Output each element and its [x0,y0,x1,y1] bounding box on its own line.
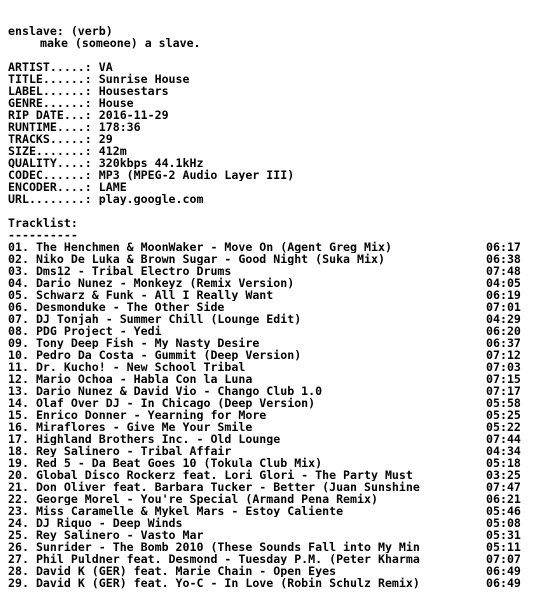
track-duration: 04:34 [486,444,521,458]
track-row [8,469,534,481]
info-value: House [98,97,134,109]
info-block [8,61,534,205]
track-row [8,397,534,409]
track-entry [8,445,478,457]
track-entry [8,277,478,289]
track-number: 24. [8,517,29,529]
track-duration: 05:46 [486,504,521,518]
track-row [8,565,534,577]
info-key: SIZE.......: [8,145,92,157]
info-value: MP3 (MPEG-2 Audio Layer III) [98,169,295,181]
track-duration: 05:25 [486,408,521,422]
track-entry [8,337,478,349]
info-row-title [8,73,534,85]
track-entry [8,529,478,541]
track-duration: 07:17 [486,384,521,398]
info-value: Housestars [98,85,169,97]
track-duration: 03:25 [486,468,521,482]
info-key: RUNTIME....: [8,121,92,133]
track-entry [8,325,478,337]
info-value: Sunrise House [98,73,190,85]
track-title: Schwarz & Funk - All I Really Want [35,289,274,301]
info-value: 178:36 [98,121,141,133]
info-row-genre [8,97,534,109]
track-title: David K (GER) feat. Yo-C - In Love (Robin Schulz Remix) [35,577,420,589]
track-duration: 07:15 [486,372,521,386]
track-entry [8,313,478,325]
track-entry [8,265,478,277]
track-number: 01. [8,241,29,253]
track-title: Rey Salinero - Tribal Affair [35,445,232,457]
track-title: PDG Project - Yedi [35,325,162,337]
info-row-runtime [8,121,534,133]
track-number: 22. [8,493,29,505]
track-number: 13. [8,385,29,397]
track-row [8,553,534,565]
release-info-document [8,25,534,589]
track-duration: 06:19 [486,288,521,302]
track-number: 12. [8,373,29,385]
track-duration: 07:44 [486,432,521,446]
track-duration: 05:18 [486,456,521,470]
track-row [8,373,534,385]
info-key: RIP DATE...: [8,109,92,121]
track-row [8,481,534,493]
track-entry [8,385,478,397]
info-value: 29 [98,133,113,145]
track-duration: 07:03 [486,360,521,374]
track-row [8,265,534,277]
track-number: 02. [8,253,29,265]
track-entry [8,289,478,301]
track-number: 03. [8,265,29,277]
info-row-url [8,193,534,205]
track-row [8,313,534,325]
track-number: 29. [8,577,29,589]
info-value: VA [98,61,113,73]
spacer [8,205,534,217]
track-entry [8,397,478,409]
track-title: Red 5 - Da Beat Goes 10 (Tokula Club Mix) [35,457,323,469]
track-entry [8,505,478,517]
track-title: Enrico Donner - Yearning for More [35,409,267,421]
track-entry [8,553,478,565]
track-duration: 07:07 [486,552,521,566]
track-entry [8,493,478,505]
track-duration: 04:29 [486,312,521,326]
info-key: ARTIST.....: [8,61,92,73]
track-number: 04. [8,277,29,289]
track-row [8,385,534,397]
track-row [8,301,534,313]
info-value: 320kbps 44.1kHz [98,157,204,169]
track-row [8,409,534,421]
track-title: Dr. Kucho! - New School Tribal [35,361,246,373]
info-row-encoder [8,181,534,193]
track-title: Phil Puldner feat. Desmond - Tuesday P.M. (Peter Kharma [35,553,420,565]
track-row [8,505,534,517]
track-duration: 05:08 [486,516,521,530]
track-duration: 06:20 [486,324,521,338]
track-number: 08. [8,325,29,337]
info-key: LABEL......: [8,85,92,97]
track-title: Olaf Over DJ - In Chicago (Deep Version) [35,397,316,409]
track-entry [8,301,478,313]
info-key: QUALITY....: [8,157,92,169]
track-number: 20. [8,469,29,481]
track-number: 18. [8,445,29,457]
track-number: 11. [8,361,29,373]
track-title: Miraflores - Give Me Your Smile [35,421,253,433]
track-title: Tony Deep Fish - My Nasty Desire [35,337,260,349]
track-number: 23. [8,505,29,517]
track-title: Sunrider - The Bomb 2010 (These Sounds Fall into My Min [35,541,420,553]
track-title: Rey Salinero - Vasto Mar [35,529,204,541]
definition-meaning: make (someone) a slave. [40,37,201,49]
track-entry [8,361,478,373]
track-number: 26. [8,541,29,553]
track-number: 14. [8,397,29,409]
track-row [8,253,534,265]
track-row [8,457,534,469]
track-number: 09. [8,337,29,349]
track-entry [8,577,478,589]
track-row [8,541,534,553]
track-number: 15. [8,409,29,421]
track-row [8,577,534,589]
definition-term: enslave: (verb) [8,25,113,37]
info-key: CODEC......: [8,169,92,181]
track-number: 05. [8,289,29,301]
track-row [8,289,534,301]
track-entry [8,253,478,265]
track-title: Miss Caramelle & Mykel Mars - Estoy Caliente [35,505,344,517]
track-duration: 07:12 [486,348,521,362]
track-entry [8,349,478,361]
track-row [8,277,534,289]
track-title: Dario Nunez - Monkeyz (Remix Version) [35,277,295,289]
track-entry [8,517,478,529]
track-number: 06. [8,301,29,313]
track-duration: 06:49 [486,576,521,590]
track-entry [8,421,478,433]
info-key: TRACKS.....: [8,133,92,145]
track-number: 28. [8,565,29,577]
info-row-size [8,145,534,157]
track-row [8,517,534,529]
track-entry [8,457,478,469]
info-row-rip-date [8,109,534,121]
track-entry [8,433,478,445]
track-number: 27. [8,553,29,565]
track-duration: 05:22 [486,420,521,434]
track-title: Pedro Da Costa - Gummit (Deep Version) [35,349,302,361]
info-value: 412m [98,145,127,157]
track-list [8,241,534,589]
track-row [8,349,534,361]
track-title: The Henchmen & MoonWaker - Move On (Agent Greg Mix) [35,241,392,253]
track-entry [8,565,478,577]
track-title: Niko De Luka & Brown Sugar - Good Night (Suka Mix) [35,253,385,265]
track-duration: 05:11 [486,540,521,554]
track-number: 25. [8,529,29,541]
track-title: DJ Riquo - Deep Winds [35,517,183,529]
track-row [8,337,534,349]
track-row [8,433,534,445]
track-entry [8,409,478,421]
track-title: Dms12 - Tribal Electro Drums [35,265,232,277]
track-entry [8,373,478,385]
tracklist-underline: ---------- [8,229,78,241]
info-key: URL........: [8,193,92,205]
track-entry [8,541,478,553]
track-title: George Morel - You're Special (Armand Pena Remix) [35,493,378,505]
info-row-codec [8,169,534,181]
track-duration: 07:47 [486,480,521,494]
track-duration: 07:48 [486,264,521,278]
track-title: Don Oliver feat. Barbara Tucker - Better (Juan Sunshine [35,481,420,493]
track-duration: 06:49 [486,564,521,578]
track-number: 19. [8,457,29,469]
track-row [8,421,534,433]
track-row [8,529,534,541]
track-title: Desmonduke - The Other Side [35,301,225,313]
info-row-artist [8,61,534,73]
track-row [8,361,534,373]
track-title: Dario Nunez & David Vio - Chango Club 1.0 [35,385,323,397]
track-duration: 06:37 [486,336,521,350]
info-value: LAME [98,181,127,193]
track-duration: 07:01 [486,300,521,314]
info-row-quality [8,157,534,169]
track-title: Global Disco Rockerz feat. Lori Glori - The Party Must [35,469,413,481]
info-value: play.google.com [98,193,204,205]
info-row-tracks [8,133,534,145]
track-title: Mario Ochoa - Habla Con la Luna [35,373,253,385]
track-title: DJ Tonjah - Summer Chill (Lounge Edit) [35,313,302,325]
track-duration: 05:58 [486,396,521,410]
track-title: David K (GER) feat. Marie Chain - Open Eyes [35,565,337,577]
track-row [8,493,534,505]
track-row [8,445,534,457]
info-key: ENCODER....: [8,181,92,193]
track-entry [8,481,478,493]
track-number: 16. [8,421,29,433]
track-number: 17. [8,433,29,445]
info-key: TITLE......: [8,73,92,85]
track-duration: 04:05 [486,276,521,290]
info-row-label [8,85,534,97]
track-row [8,325,534,337]
info-value: 2016-11-29 [98,109,169,121]
track-number: 10. [8,349,29,361]
track-duration: 06:21 [486,492,521,506]
track-entry [8,241,478,253]
track-duration: 06:17 [486,240,521,254]
info-key: GENRE......: [8,97,92,109]
track-number: 07. [8,313,29,325]
track-title: Highland Brothers Inc. - Old Lounge [35,433,281,445]
tracklist-heading: Tracklist: [8,217,78,229]
track-duration: 05:31 [486,528,521,542]
track-duration: 06:38 [486,252,521,266]
track-entry [8,469,478,481]
spacer [8,49,534,61]
track-number: 21. [8,481,29,493]
track-row [8,241,534,253]
